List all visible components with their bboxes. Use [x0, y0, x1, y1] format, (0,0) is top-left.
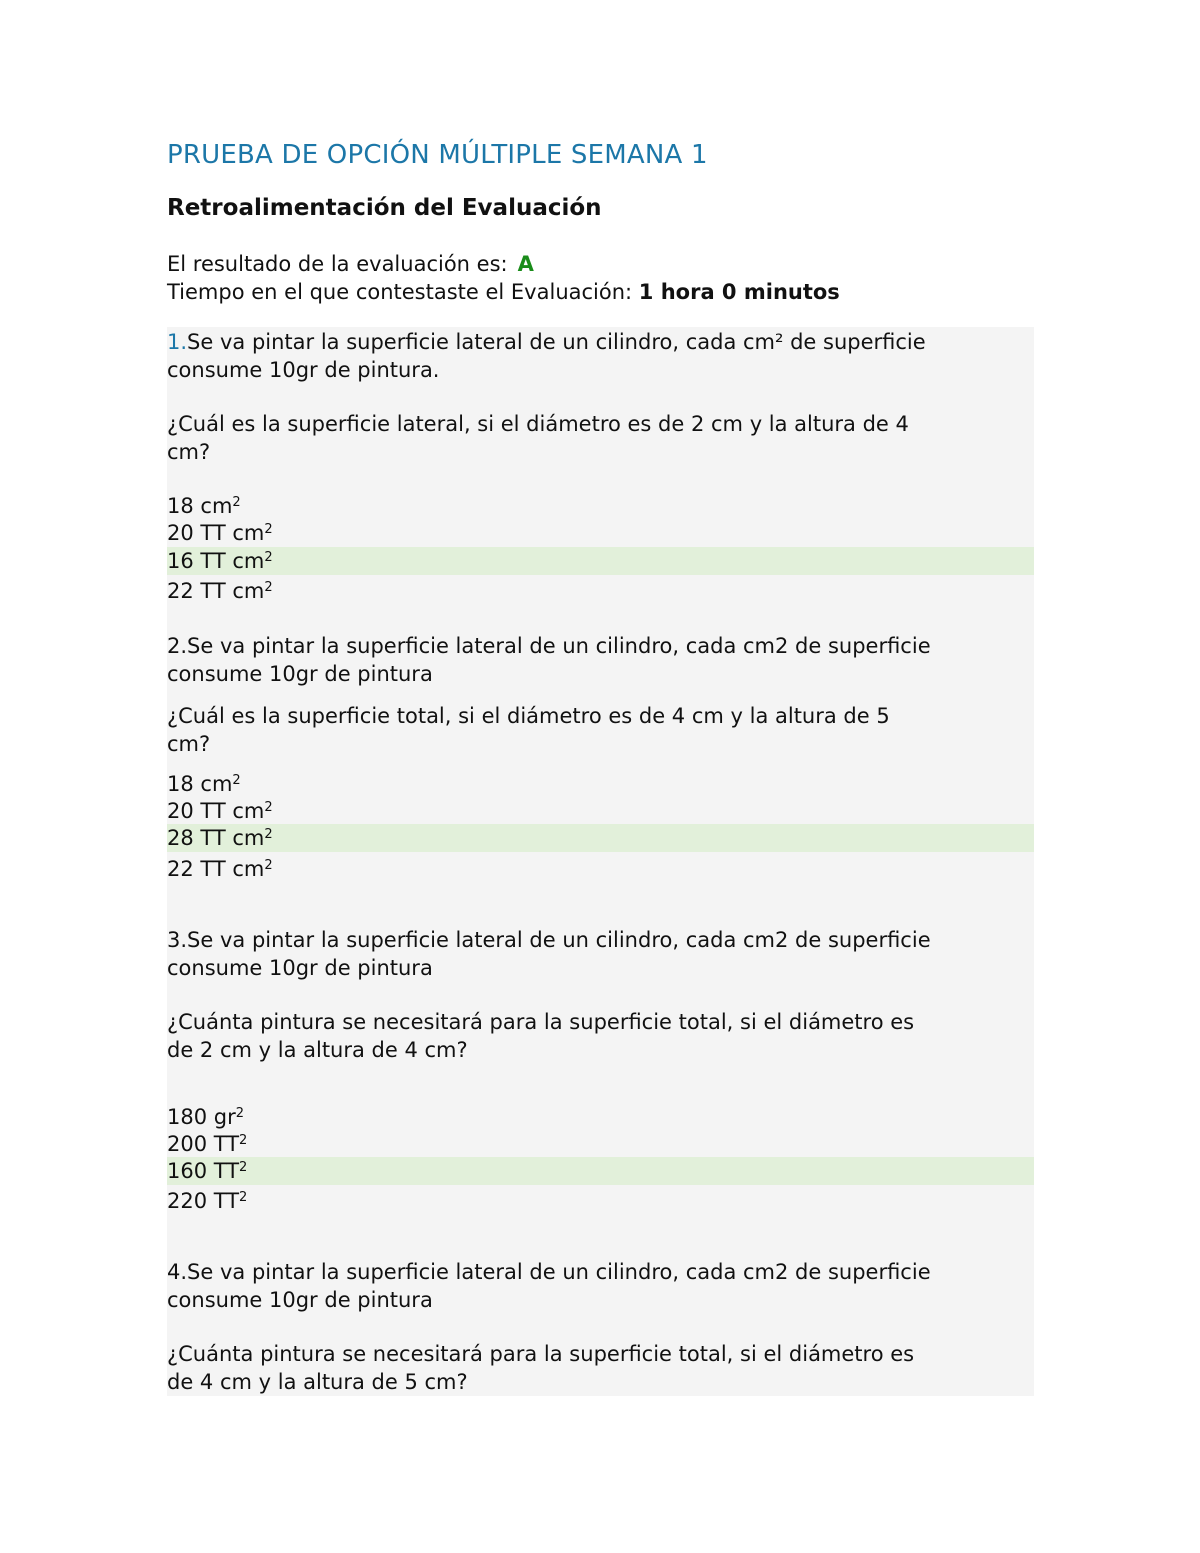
question-1-option-c-correct: 16 TT $cm^2$: [167, 547, 1034, 575]
question-2-option-d: 22 TT $cm^2$: [167, 857, 273, 881]
question-4-statement-line-1: 4.Se va pintar la superficie lateral de un cilindro, cada cm2 de superficie: [167, 1260, 931, 1284]
question-1-text-line-1: ¿Cuál es la superficie lateral, si el diámetro es de 2 cm y la altura de 4: [167, 412, 909, 436]
question-1-statement-line-2: consume 10gr de pintura.: [167, 358, 440, 382]
question-3-statement-line-2: consume 10gr de pintura: [167, 956, 433, 980]
feedback-subtitle: Retroalimentación del Evaluación: [167, 195, 602, 221]
question-3-option-c-correct: 160 $TT^2$: [167, 1157, 1034, 1185]
result-info: [167, 250, 840, 306]
question-3-text-line-2: de 2 cm y la altura de 4 cm?: [167, 1038, 468, 1062]
time-label: Tiempo en el que contestaste el Evaluación:: [167, 280, 633, 304]
question-3-text-line-1: ¿Cuánta pintura se necesitará para la superficie total, si el diámetro es: [167, 1010, 915, 1034]
time-value: 1 hora 0 minutos: [638, 280, 840, 304]
question-1-option-a: 18 $cm^2$: [167, 494, 241, 518]
question-2-text-line-1: ¿Cuál es la superficie total, si el diámetro es de 4 cm y la altura de 5: [167, 704, 890, 728]
result-line: [167, 250, 840, 278]
question-1-text-line-2: cm?: [167, 440, 211, 464]
question-1-option-d: 22 TT $cm^2$: [167, 579, 273, 603]
question-3-option-d: 220 $TT^2$: [167, 1189, 248, 1213]
question-number: 2.: [167, 634, 188, 658]
question-3-statement-line-1: 3.Se va pintar la superficie lateral de un cilindro, cada cm2 de superficie: [167, 928, 931, 952]
question-1-statement-line-1: 1.Se va pintar la superficie lateral de un cilindro, cada cm² de superficie: [167, 330, 926, 354]
question-1-option-b: 20 TT $cm^2$: [167, 521, 273, 545]
question-number: 4.: [167, 1260, 188, 1284]
question-number: 3.: [167, 928, 188, 952]
result-grade: A: [517, 252, 534, 276]
question-3-option-a: 180 $gr^2$: [167, 1105, 245, 1129]
question-2-statement-line-1: 2.Se va pintar la superficie lateral de un cilindro, cada cm2 de superficie: [167, 634, 931, 658]
result-label: El resultado de la evaluación es:: [167, 252, 508, 276]
question-4-statement-line-2: consume 10gr de pintura: [167, 1288, 433, 1312]
question-2-option-b: 20 TT $cm^2$: [167, 799, 273, 823]
question-2-statement-line-2: consume 10gr de pintura: [167, 662, 433, 686]
questions-panel: [167, 327, 1034, 1396]
time-line: [167, 278, 840, 306]
question-2-option-c-correct: 28 TT $cm^2$: [167, 824, 1034, 852]
question-4-text-line-2: de 4 cm y la altura de 5 cm?: [167, 1370, 468, 1394]
question-3-option-b: 200 $TT^2$: [167, 1132, 248, 1156]
question-number: 1.: [167, 330, 188, 354]
question-4-text-line-1: ¿Cuánta pintura se necesitará para la superficie total, si el diámetro es: [167, 1342, 915, 1366]
question-2-text-line-2: cm?: [167, 732, 211, 756]
page-title: PRUEBA DE OPCIÓN MÚLTIPLE SEMANA 1: [167, 140, 708, 170]
question-2-option-a: 18 $cm^2$: [167, 772, 241, 796]
